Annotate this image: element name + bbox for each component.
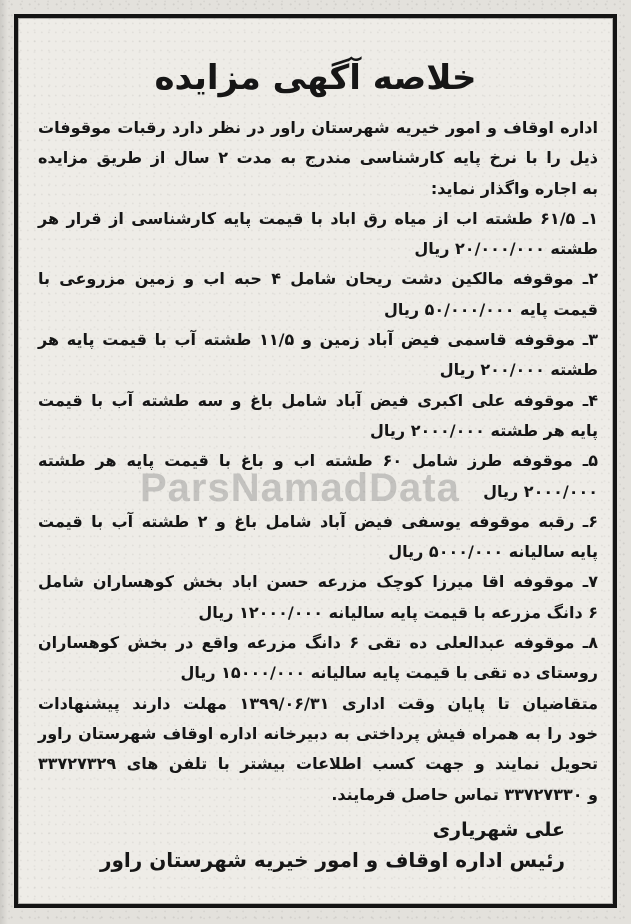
auction-item-2 bbox=[38, 264, 598, 325]
item-price-line: ۶ دانگ مزرعه با قیمت پایه سالیانه ۱۲۰۰۰/۰۰۰ ریال bbox=[198, 602, 598, 622]
notice-body bbox=[38, 113, 598, 810]
item-price-line: ۲۰۰۰/۰۰۰ ریال bbox=[483, 481, 598, 501]
item-line: ۴ـ موقوفه علی اکبری فیض آباد شامل باغ و سه طشته آب با قیمت bbox=[38, 390, 598, 410]
auction-item-7 bbox=[38, 567, 598, 628]
watermark-text: ParsNamadData bbox=[140, 466, 460, 510]
item-line: ۶ـ رقبه موقوفه یوسفی فیض آباد شامل باغ و ۲ طشته آب با قیمت bbox=[38, 511, 598, 531]
item-price-line: پایه هر طشته ۲۰۰۰/۰۰۰ ریال bbox=[370, 420, 598, 440]
item-line: ۵ـ موقوفه طرز شامل ۶۰ طشته اب و باغ با قیمت پایه هر طشته bbox=[38, 451, 598, 471]
closing-paragraph bbox=[38, 689, 598, 810]
auction-item-5 bbox=[38, 446, 598, 507]
notice-title: خلاصه آگهی مزایده bbox=[154, 58, 477, 98]
intro-line: اداره اوقاف و امور خیریه شهرستان راور در نظر دارد رقبات موقوفات bbox=[38, 118, 598, 137]
intro-line: ذیل را با نرخ پایه کارشناسی مندرج به مدت ۲ سال از طریق مزایده bbox=[38, 148, 599, 168]
item-line: ۲ـ موقوفه مالکین دشت ریحان شامل ۴ حبه اب و زمین مزروعی با bbox=[38, 269, 598, 289]
closing-line: متقاضیان تا پایان وقت اداری ۱۳۹۹/۰۶/۳۱ مهلت دارند پیشنهادات bbox=[38, 693, 599, 713]
item-line: ۱ـ ۶۱/۵ طشته اب از میاه رق اباد با قیمت پایه کارشناسی از قرار هر bbox=[38, 208, 599, 228]
closing-line: و ۳۳۷۲۷۳۳۰ تماس حاصل فرمایند. bbox=[331, 784, 598, 804]
auction-item-4 bbox=[38, 386, 598, 447]
auction-item-3 bbox=[38, 325, 598, 386]
auction-item-1 bbox=[38, 204, 598, 265]
intro-line: به اجاره واگذار نماید: bbox=[430, 178, 598, 198]
closing-line: تحویل نمایند و جهت کسب اطلاعات بیشتر با تلفن های ۳۳۷۲۷۳۲۹ bbox=[38, 754, 598, 774]
item-price-line: پایه سالیانه ۵۰۰۰/۰۰۰ ریال bbox=[388, 542, 598, 562]
item-line: ۳ـ موقوفه قاسمی فیض آباد زمین و ۱۱/۵ طشته آب با قیمت پایه هر bbox=[38, 330, 598, 350]
intro-paragraph bbox=[38, 113, 598, 204]
item-price-line: طشته ۲۰۰/۰۰۰ ریال bbox=[439, 360, 598, 380]
auction-item-8 bbox=[38, 628, 598, 689]
item-price-line: روستای ده تقی با قیمت پایه سالیانه ۱۵۰۰۰/۰۰۰ ریال bbox=[180, 663, 598, 683]
auction-item-6 bbox=[38, 507, 598, 568]
closing-line: خود را به همراه فیش پرداختی به دبیرخانه اداره اوقاف شهرستان راور bbox=[38, 723, 598, 743]
item-price-line: قیمت پایه ۵۰/۰۰۰/۰۰۰ ریال bbox=[383, 299, 598, 319]
item-price-line: طشته ۲۰/۰۰۰/۰۰۰ ریال bbox=[414, 239, 598, 259]
item-line: ۸ـ موقوفه عبدالعلی ده تقی ۶ دانگ مزرعه واقع در بخش کوهساران bbox=[38, 633, 598, 653]
signatory-name: علی شهریاری bbox=[432, 819, 565, 841]
item-line: ۷ـ موقوفه اقا میرزا کوچک مزرعه حسن اباد بخش کوهساران شامل bbox=[38, 572, 598, 592]
signatory-title: رئیس اداره اوقاف و امور خیریه شهرستان راور bbox=[99, 848, 565, 872]
